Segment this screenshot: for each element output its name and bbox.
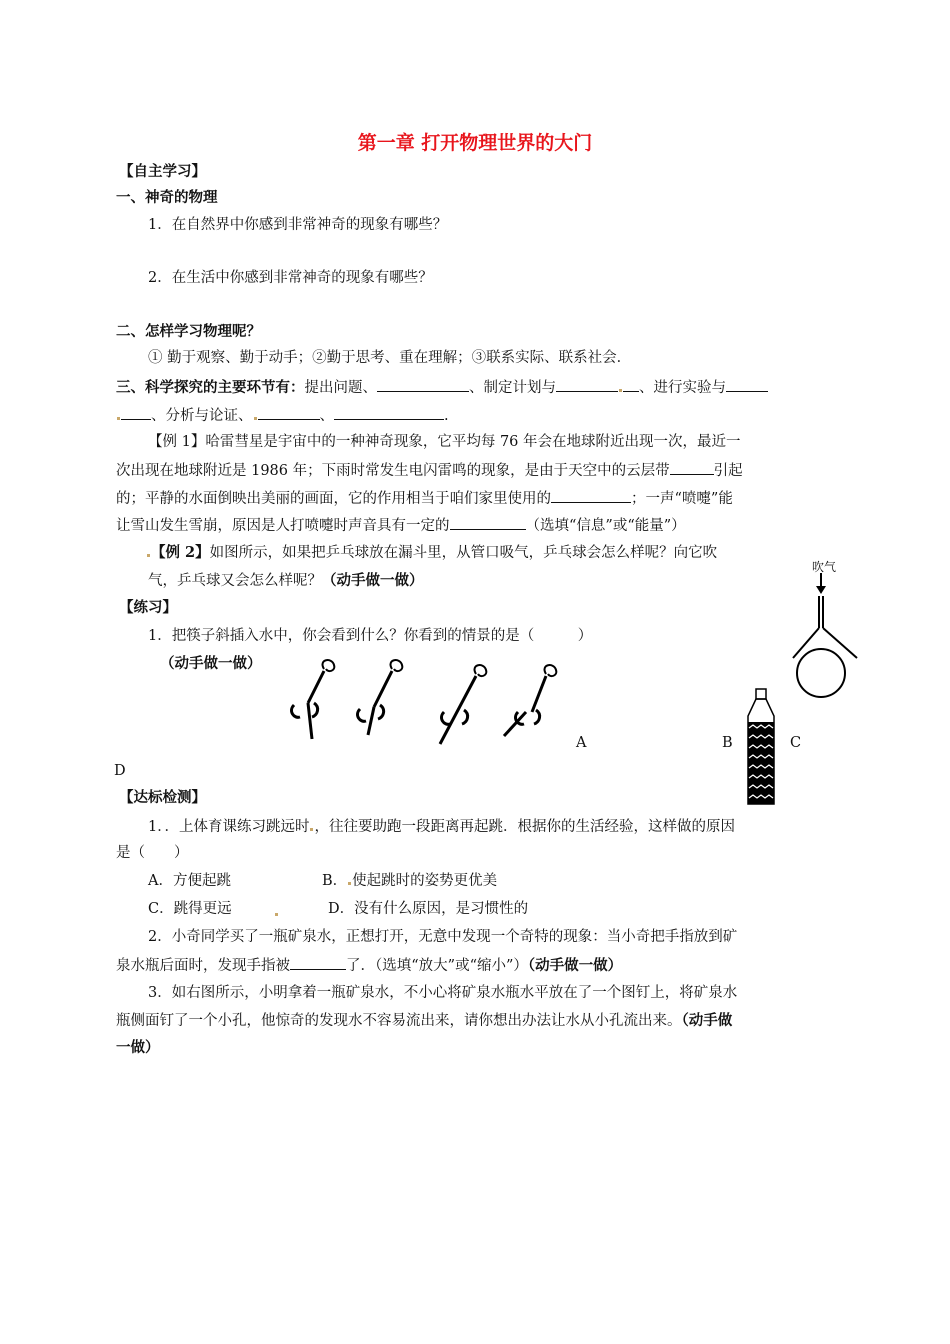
option-label-c: C: [790, 735, 802, 751]
water-bottle-figure: [745, 688, 777, 806]
marker-dot: [619, 389, 622, 392]
example-1-line-1: [148, 432, 741, 452]
section-2-text: ① 勤于观察、勤于动手；②勤于思考、重在理解；③联系实际、联系社会．: [148, 350, 632, 366]
section-3-text-c: 、进行实验与: [639, 380, 726, 396]
practice-question-1: 1．把筷子斜插入水中，你会看到什么？你看到的情景的是（ ）: [148, 628, 593, 644]
test-option-b-text: 使起跳时的姿势更优美: [352, 873, 498, 889]
example-1-text-1: 哈雷彗星是宇宙中的一种神奇现象，它平均每 76 年会在地球附近出现一次，最近一: [205, 434, 741, 450]
example-1-text-2a: 次出现在地球附近是 1986 年；下雨时常发生电闪雷鸣的现象，是由于天空中的云层带: [116, 463, 670, 479]
example-1-text-4b: （选填“信息”或“能量”）: [525, 518, 686, 534]
option-label-a: A: [576, 735, 587, 751]
example-2-text-2: 气，乒乓球又会怎么样呢？: [148, 573, 322, 589]
example-2-tag: 【例 2】: [151, 544, 210, 561]
example-2-line-1: [146, 543, 717, 563]
test-option-b-letter: B．: [322, 873, 348, 889]
section-3-text-e: 、: [319, 408, 334, 424]
example-1-line-2: [116, 460, 743, 481]
blank-3b[interactable]: [121, 405, 151, 420]
marker-dot: [275, 913, 278, 916]
practice-hands-on: （动手做一做）: [160, 655, 262, 672]
test-q2-text-c: 了．（选填“放大”或“缩小”）: [346, 958, 528, 974]
example-2-hands-on: （动手做一做）: [322, 572, 424, 589]
blow-label: 吹气: [812, 560, 837, 574]
funnel-figure: [785, 570, 865, 710]
test-q2-hands-on: （动手做一做）: [527, 957, 623, 974]
test-q3-hands-on-1: （动手做: [681, 1012, 733, 1029]
test-q3-text-b: 瓶侧面钉了一个小孔，他惊奇的发现水不容易流出来，请你想出办法让水从小孔流出来。: [116, 1013, 682, 1029]
self-study-header: 【自主学习】: [119, 163, 206, 180]
example-1-text-4a: 让雪山发生雪崩，原因是人打喷嚏时声音具有一定的: [116, 518, 450, 534]
section-3-line-2: [116, 405, 449, 426]
test-option-b[interactable]: [322, 871, 497, 891]
test-option-d[interactable]: D．没有什么原因，是习惯性的: [328, 901, 529, 917]
chopstick-figure-3: [432, 660, 492, 750]
test-question-2-line-2: [116, 955, 622, 976]
chopstick-figure-1: [280, 655, 340, 745]
test-option-c[interactable]: C．跳得更远: [148, 901, 232, 917]
question-2: 2．在生活中你感到非常神奇的现象有哪些？: [148, 270, 433, 286]
option-label-b: B: [722, 735, 733, 751]
test-question-2-line-1: 2．小奇同学买了一瓶矿泉水，正想打开，无意中发现一个奇特的现象：当小奇把手指放到矿: [148, 929, 738, 945]
example-1-text-3b: ；一声“喷嚏”能: [631, 491, 733, 507]
blank-charge[interactable]: [670, 460, 714, 475]
blank-mirror[interactable]: [551, 488, 631, 503]
blank-2[interactable]: [556, 377, 618, 392]
question-1: [148, 215, 447, 235]
test-option-a[interactable]: A．方便起跳: [148, 873, 231, 889]
blank-4[interactable]: [258, 405, 320, 420]
question-1-text: 1．在自然界中你感到非常神奇的现象有哪些？: [148, 217, 448, 233]
example-2-line-2: [148, 571, 424, 591]
section-3-text-b: 、制定计划与: [469, 380, 556, 396]
blank-2b[interactable]: [623, 377, 639, 392]
test-question-3-line-1: 3．如右图所示，小明拿着一瓶矿泉水，不小心将矿泉水瓶水平放在了一个图钉上，将矿泉水: [148, 985, 738, 1001]
example-1-tag: 【例 1】: [148, 434, 206, 450]
section-3-title: 三、科学探究的主要环节有：: [116, 379, 305, 396]
test-q1-text-b: ，往往要助跑一段距离再起跳．根据你的生活经验，这样做的原因: [314, 819, 735, 835]
marker-dot: [348, 882, 351, 885]
blank-1[interactable]: [377, 377, 469, 392]
section-3-text-d: 、分析与论证、: [151, 408, 253, 424]
blank-magnify[interactable]: [290, 955, 346, 970]
section-3-text-a: 提出问题、: [304, 380, 377, 396]
example-2-text-1: 如图所示，如果把乒乓球放在漏斗里，从管口吸气，乒乓球会怎么样呢？向它吹: [209, 545, 718, 561]
section-3-text-f: .: [444, 408, 449, 424]
test-q3-hands-on-2: 一做）: [116, 1039, 160, 1056]
practice-header: 【练习】: [119, 599, 177, 616]
blank-5[interactable]: [334, 405, 444, 420]
section-3-line-1: [116, 377, 768, 398]
section-2-title: 二、怎样学习物理呢？: [116, 323, 261, 340]
page-title: 第一章 打开物理世界的大门: [357, 132, 593, 154]
example-1-text-2b: 引起: [713, 463, 743, 479]
chopstick-figure-2: [350, 655, 410, 745]
example-1-line-3: [116, 488, 733, 509]
marker-dot: [117, 417, 120, 420]
blank-3[interactable]: [726, 377, 768, 392]
test-q2-text-b: 泉水瓶后面时，发现手指被: [116, 958, 290, 974]
section-1-title: 一、神奇的物理: [116, 189, 218, 206]
test-question-3-line-2: [116, 1011, 732, 1031]
marker-dot: [147, 554, 150, 557]
test-question-1-line-1: [148, 817, 735, 837]
option-label-d: D: [114, 763, 126, 779]
blank-energy[interactable]: [450, 515, 526, 530]
test-question-1-line-2: 是（ ）: [116, 845, 189, 861]
marker-dot: [254, 417, 257, 420]
test-header: 【达标检测】: [119, 789, 206, 806]
chopstick-figure-4: [500, 660, 560, 750]
example-1-text-3a: 的；平静的水面倒映出美丽的画面，它的作用相当于咱们家里使用的: [116, 491, 551, 507]
test-q1-text-a: 1．．上体育课练习跳远时: [148, 819, 310, 835]
example-1-line-4: [116, 515, 686, 536]
